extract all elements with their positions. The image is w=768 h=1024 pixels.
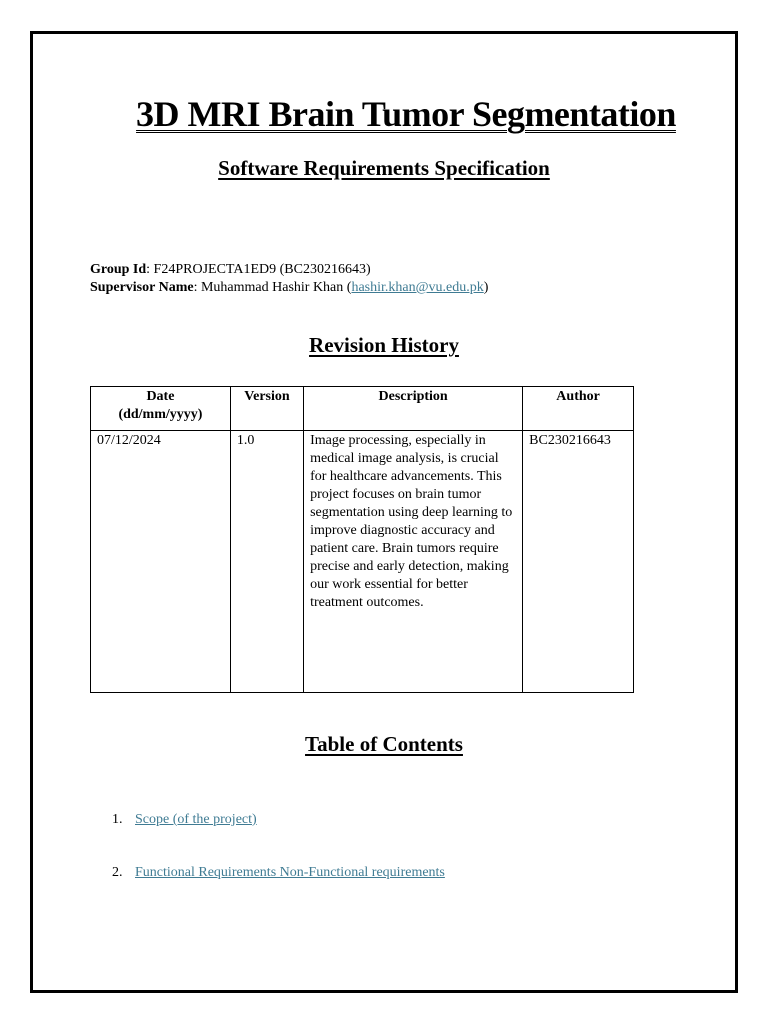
supervisor-line: [90, 279, 488, 297]
version-column-header: Version: [230, 387, 303, 431]
revision-history-heading: Revision History: [309, 333, 459, 357]
revision-author-cell: BC230216643: [523, 431, 634, 693]
toc-item-number: 2.: [112, 865, 123, 880]
project-meta: [90, 261, 488, 297]
table-header-row: [91, 387, 634, 431]
group-id-value: : F24PROJECTA1ED9 (BC230216643): [146, 262, 371, 277]
revision-history-table: [90, 386, 634, 693]
supervisor-close: ): [483, 280, 489, 295]
revision-date-cell: 07/12/2024: [91, 431, 231, 693]
toc-item-number: 1.: [112, 812, 123, 827]
date-column-header: Date (dd/mm/yyyy): [91, 387, 231, 431]
toc-link-scope[interactable]: Scope (of the project): [135, 812, 257, 827]
supervisor-value: : Muhammad Hashir Khan (: [193, 280, 352, 295]
toc-item: [112, 811, 445, 829]
group-id-line: [90, 261, 488, 279]
description-column-header: Description: [304, 387, 523, 431]
toc-item: [112, 864, 445, 882]
toc-link-requirements[interactable]: Functional Requirements Non-Functional requirements: [135, 865, 445, 880]
document-title: 3D MRI Brain Tumor Segmentation: [136, 94, 676, 134]
table-row: [91, 431, 634, 693]
supervisor-label: Supervisor Name: [90, 280, 194, 295]
revision-version-cell: 1.0: [230, 431, 303, 693]
group-id-label: Group Id: [90, 262, 147, 277]
toc-heading: Table of Contents: [305, 732, 463, 756]
author-column-header: Author: [523, 387, 634, 431]
document-subtitle: Software Requirements Specification: [218, 156, 550, 180]
revision-description-cell: Image processing, especially in medical image analysis, is crucial for healthcare advancements. This project focuses on brain tumor segmentation using deep learning to improve diagnostic accuracy and patient care. Brain tumors require precise and early detection, making our work essential for better treatment outcomes.: [304, 431, 523, 693]
toc-list: [112, 811, 445, 882]
supervisor-email-link[interactable]: hashir.khan@vu.edu.pk: [351, 280, 484, 295]
